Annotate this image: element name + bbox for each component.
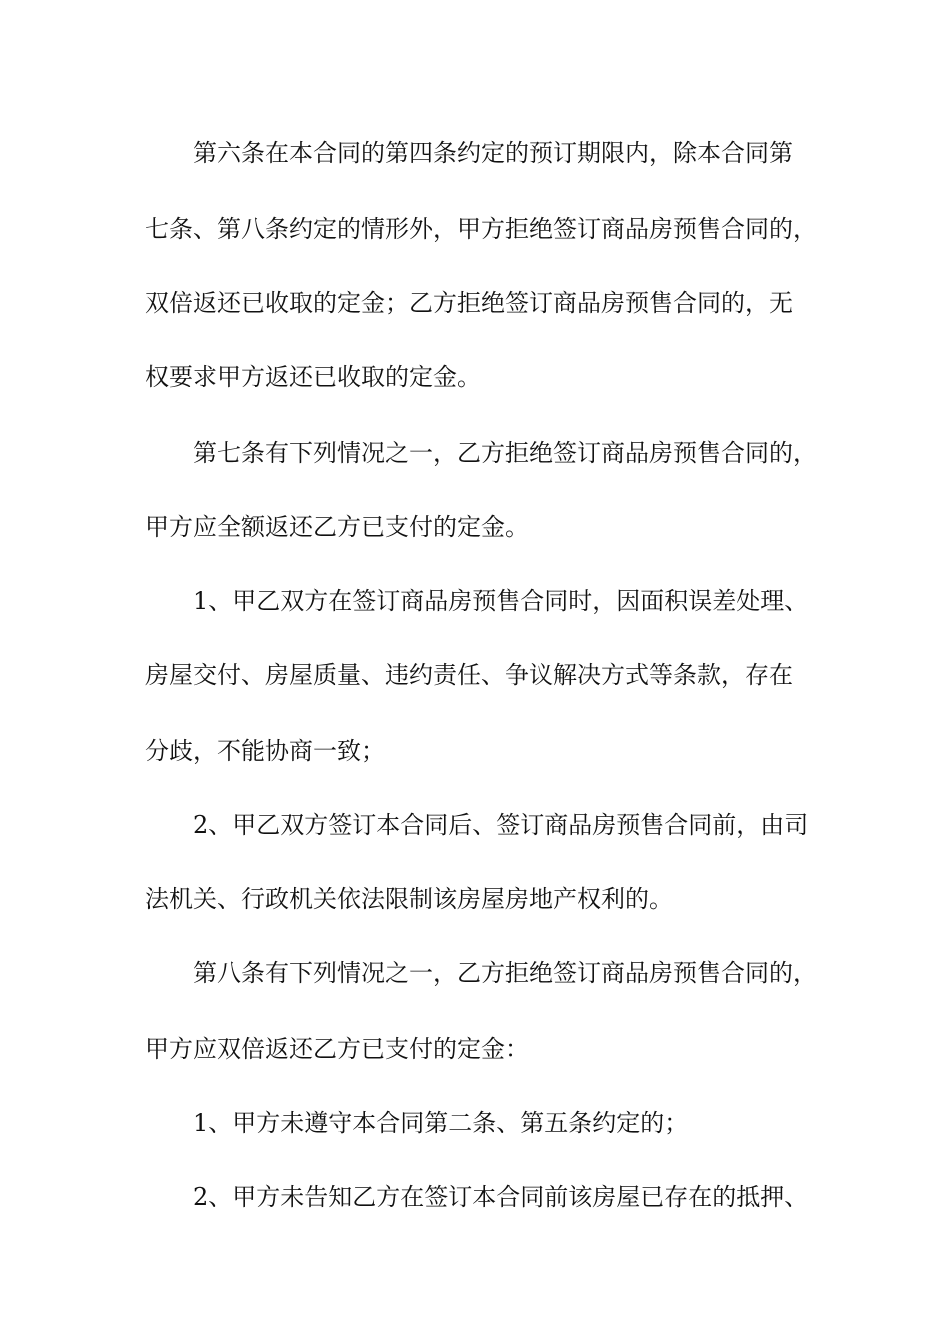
- text-line: 第八条有下列情况之一，乙方拒绝签订商品房预售合同的，: [193, 959, 817, 987]
- text-line: 1、甲乙双方在签订商品房预售合同时，因面积误差处理、: [193, 587, 809, 615]
- text-line: 甲方应全额返还乙方已支付的定金。: [145, 513, 529, 541]
- text-line: 2、甲方未告知乙方在签订本合同前该房屋已存在的抵押、: [193, 1183, 809, 1211]
- text-line: 第六条在本合同的第四条约定的预订期限内，除本合同第: [193, 139, 793, 167]
- text-line: 双倍返还已收取的定金；乙方拒绝签订商品房预售合同的，无: [145, 289, 793, 317]
- text-line: 权要求甲方返还已收取的定金。: [145, 363, 481, 391]
- text-line: 房屋交付、房屋质量、违约责任、争议解决方式等条款，存在: [145, 661, 793, 689]
- text-line: 2、甲乙双方签订本合同后、签订商品房预售合同前，由司: [193, 811, 809, 839]
- text-line: 甲方应双倍返还乙方已支付的定金：: [145, 1035, 529, 1063]
- text-line: 法机关、行政机关依法限制该房屋房地产权利的。: [145, 885, 673, 913]
- text-line: 分歧，不能协商一致；: [145, 737, 385, 765]
- text-line: 第七条有下列情况之一，乙方拒绝签订商品房预售合同的，: [193, 439, 817, 467]
- text-line: 七条、第八条约定的情形外，甲方拒绝签订商品房预售合同的，: [145, 215, 817, 243]
- text-line: 1、甲方未遵守本合同第二条、第五条约定的；: [193, 1109, 689, 1137]
